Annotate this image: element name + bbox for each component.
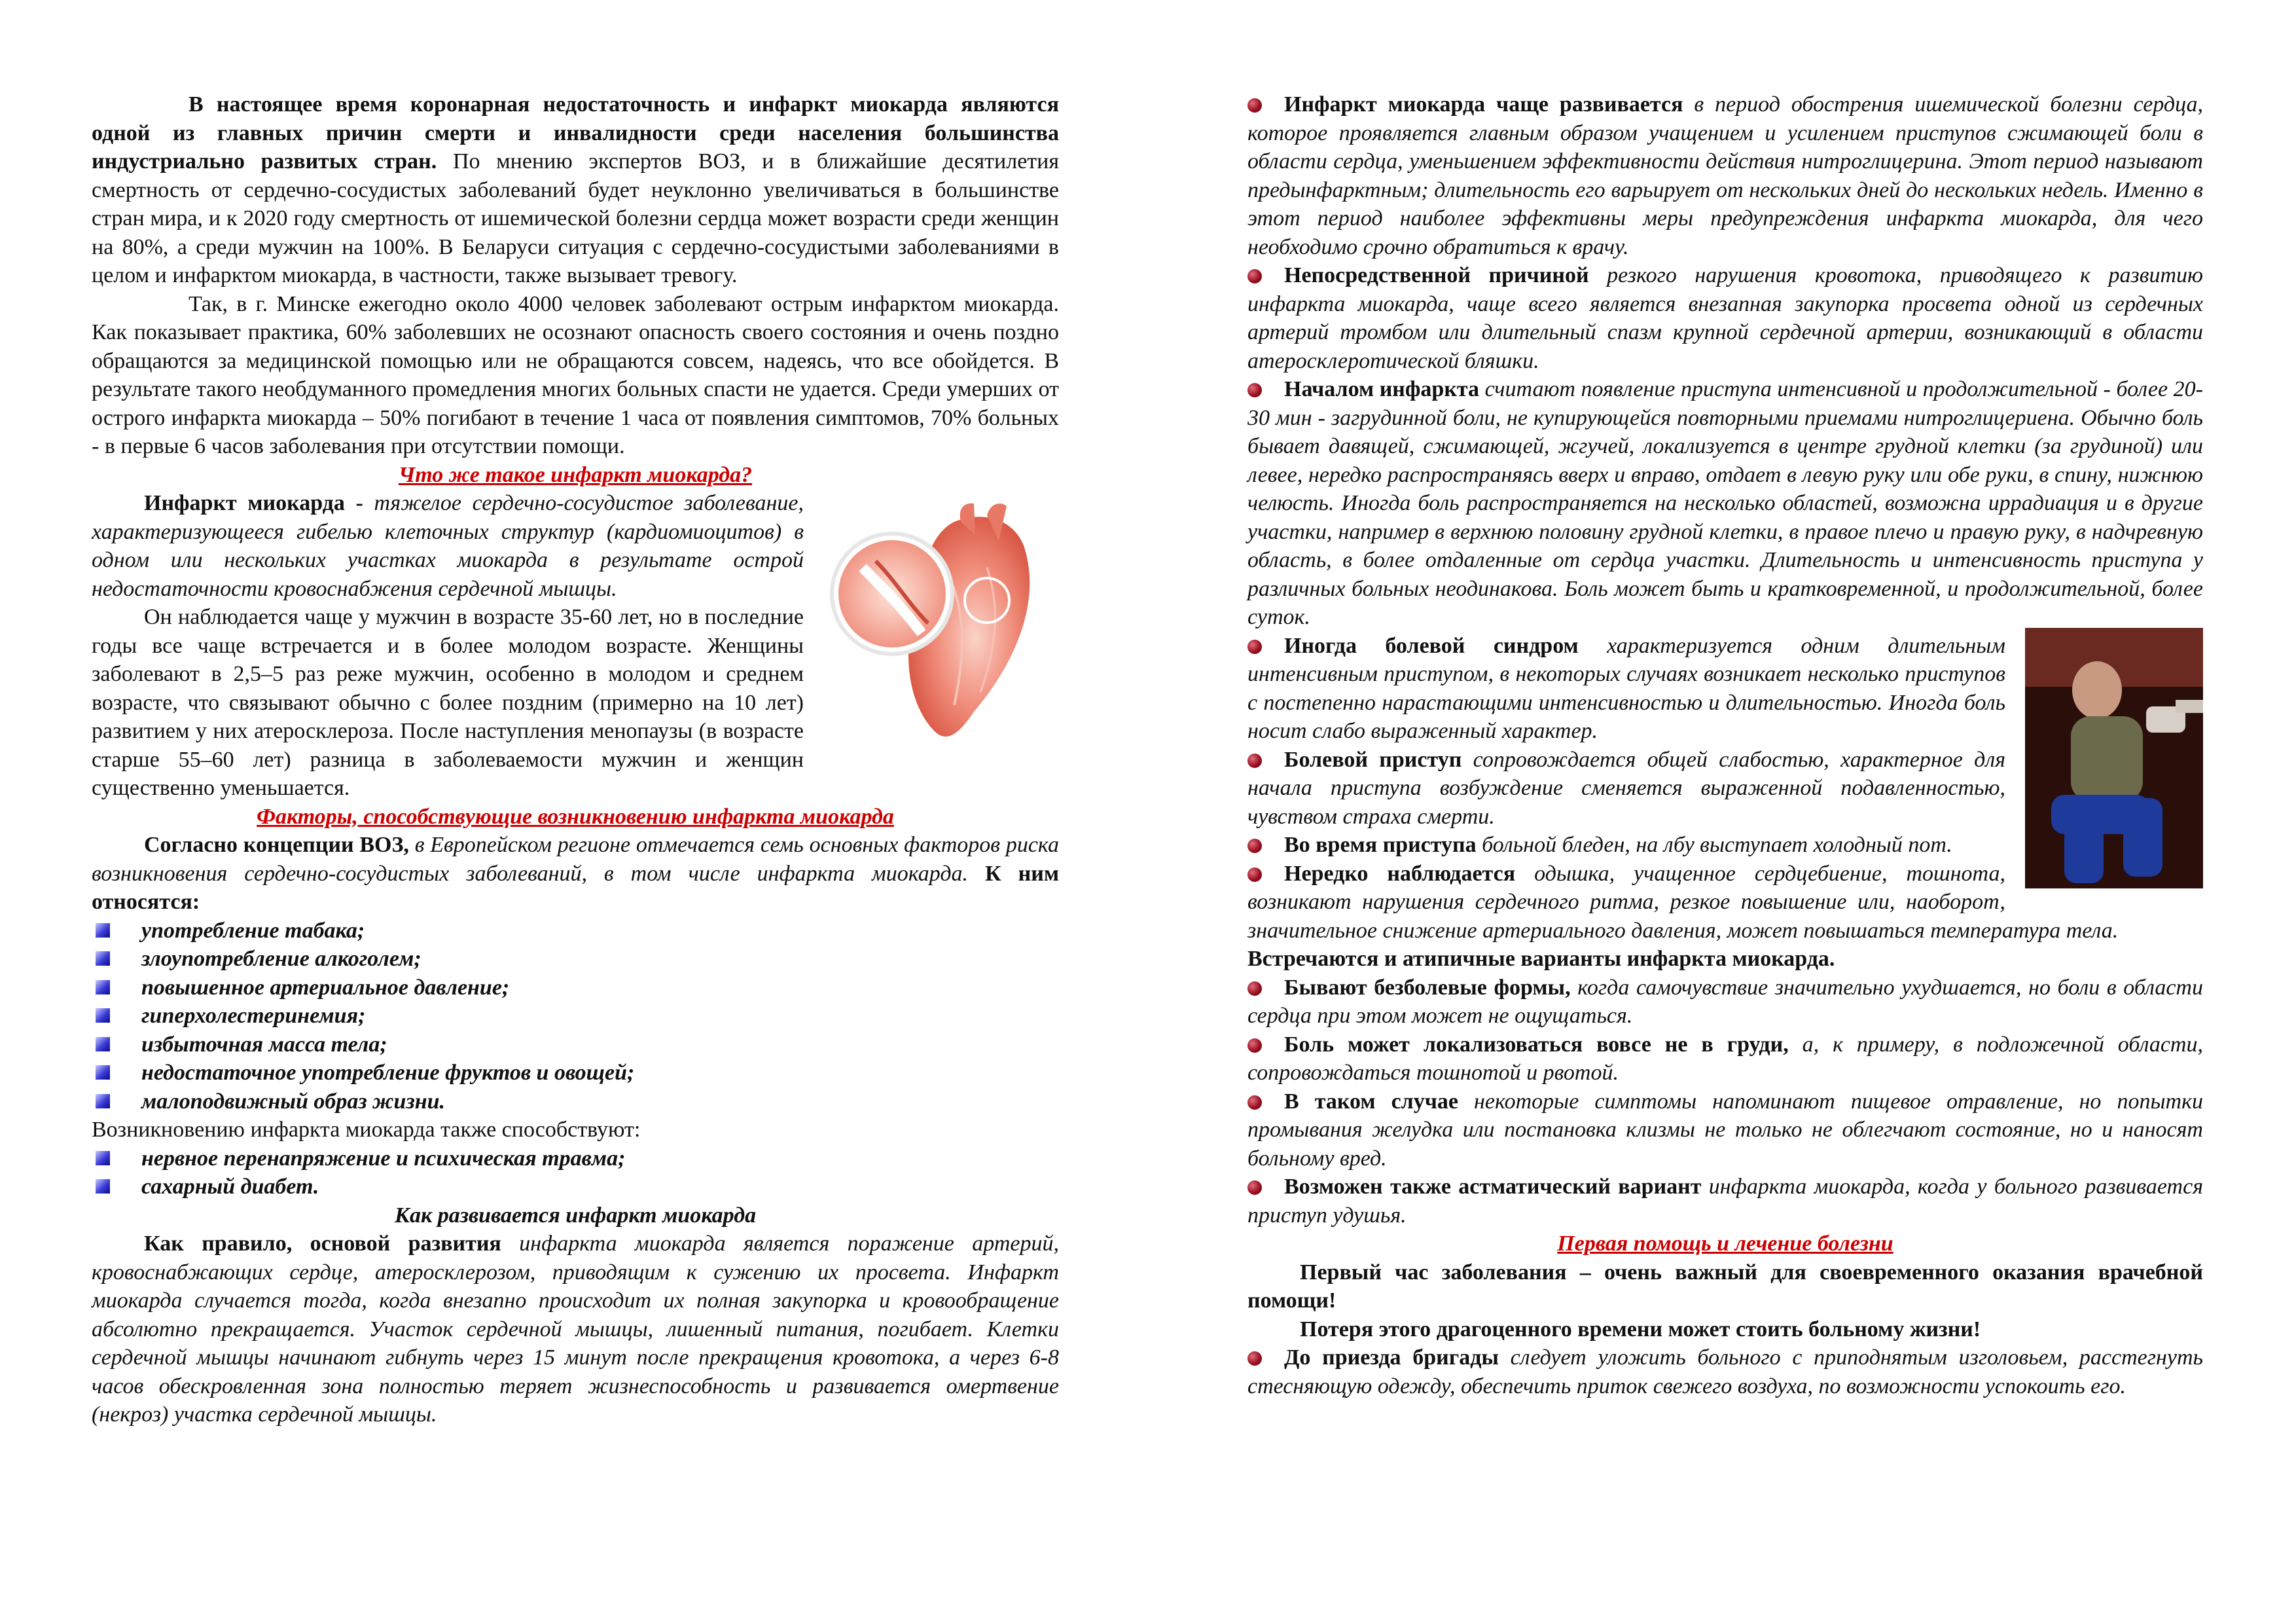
development-bold: Как правило, основой развития [144,1231,501,1256]
risk-factor-text: недостаточное употребление фруктов и овощей; [141,1061,635,1085]
item-bold: Во время приступа [1284,833,1477,857]
list-item [92,1030,1059,1059]
heading-what-is: Что же такое инфаркт миокарда? [398,462,753,487]
item-italic: инфаркта миокарда, когда у больного развивается приступ удушья. [1247,1175,2203,1228]
intro-paragraph-1 [92,90,1059,290]
first-aid-item [1247,1343,2203,1400]
square-bullet-icon [96,1179,110,1194]
item-bold: Болевой приступ [1284,747,1462,772]
square-bullet-icon [96,923,110,938]
round-bullet-icon [1247,640,1262,654]
round-bullet-icon [1247,867,1262,882]
atypical-item [1247,1173,2203,1230]
atypical-item [1247,1030,2203,1087]
round-bullet-icon [1247,383,1262,397]
square-bullet-icon [96,1037,110,1051]
development-paragraph [92,1230,1059,1429]
list-item [92,1173,1059,1201]
square-bullet-icon [96,1094,110,1108]
item-bold: Бывают безболевые формы, [1284,975,1571,1000]
atypical-heading: Встречаются и атипичные варианты инфаркта миокарда. [1247,947,1835,971]
who-end: К ним относятся: [92,861,1059,914]
who-bold: Согласно концепции ВОЗ, [144,833,409,857]
who-italic: в Европейском регионе отмечается семь основных факторов риска возникновения сердечно-сосудистых заболеваний, в том числе инфаркта миокарда. [92,833,1059,886]
item-bold: До приезда бригады [1284,1345,1499,1370]
heading-development: Как развивается инфаркт миокарда [394,1203,757,1228]
list-item [92,945,1059,974]
list-item [92,917,1059,945]
who-paragraph [92,831,1059,917]
item-bold: Иногда болевой синдром [1284,633,1579,658]
atypical-item [1247,1087,2203,1173]
round-bullet-icon [1247,839,1262,853]
round-bullet-icon [1247,754,1262,768]
risk-factor-list [92,917,1059,1116]
round-bullet-icon [1247,1038,1262,1053]
square-bullet-icon [96,980,110,994]
round-bullet-icon [1247,981,1262,996]
list-item [92,1002,1059,1030]
right-column [1247,90,2203,1400]
item-italic: некоторые симптомы напоминают пищевое отравление, но попытки промывания желудка или постановка клизмы не только не облегчают состояние, но и наносят больному вред. [1247,1089,2203,1171]
development-italic: инфаркта миокарда является поражение артерий, кровоснабжающих сердце, атеросклерозом, приводящим к сужению их просвета. Инфаркт миокарда случается тогда, когда внезапно происходит их полная закупорка и кровообращение абсолютно прекращается. Участок сердечной мышцы, лишенный питания, погибает. Клетки сердечной мышцы начинают гибнуть через 15 минут после прекращения кровотока, а через 6-8 часов обескровленная зона полностью теряет жизнеспособность и развивается омертвение (некроз) участка сердечной мышцы. [92,1231,1059,1427]
round-bullet-icon [1247,269,1262,283]
list-item [92,1087,1059,1116]
round-bullet-icon [1247,1180,1262,1195]
risk-factor-text: злоупотребление алкоголем; [141,947,422,971]
item-italic: в период обострения ишемической болезни сердца, которое проявляется главным образом учащением и усилением приступов сжимающей боли в области сердца, уменьшением эффективности действия нитроглицерина. Этот период называют предынфарктным; длительность его варьирует от нескольких дней до нескольких недель. Именно в этот период наиболее эффективны меры предупреждения инфаркта миокарда, для чего необходимо срочно обратиться к врачу. [1247,92,2203,259]
symptom-item [1247,746,2203,831]
heart-illustration [823,496,1059,751]
item-bold: Инфаркт миокарда чаще развивается [1284,92,1683,117]
intro-rest: По мнению экспертов ВОЗ, и в ближайшие десятилетия смертность от сердечно-сосудистых заболеваний будет неуклонно увеличиваться в большинстве стран мира, и к 2020 году смертность от ишемической болезни сердца может возрасти среди женщин на 80%, а среди мужчин на 100%. В Беларуси ситуация с сердечно-сосудистыми заболеваниями в целом и инфарктом миокарда, в частности, также вызывает тревогу. [92,149,1059,287]
item-italic: считают появление приступа интенсивной и продолжительной - более 20-30 мин - загрудинной боли, не купирующейся повторными приемами нитроглицериена. Обычно боль бывает давящей, сжимающей, жгучей, локализуется в центре грудной клетки (за грудиной) или левее, нередко распространяясь вверх и вправо, отдает в левую руку или обе руки, в спину, нижнюю челюсть. Иногда боль распространяется на несколько областей, возможна иррадиация и в другие участки, например в верхнюю половину грудной клетки, в правое плечо и правую руку, в надчревную область, в более отдаленные от сердца участки. Длительность и интенсивность приступа у различных больных неодинакова. Боль может быть и кратковременной, и продолжительной, более суток. [1247,377,2203,629]
heading-first-aid: Первая помощь и лечение болезни [1557,1231,1893,1256]
factor-text: сахарный диабет. [141,1175,319,1199]
loss-time-text: Потеря этого драгоценного времени может стоить больному жизни! [1300,1317,1981,1341]
epidemiology-paragraph: Он наблюдается чаще у мужчин в возрасте 35-60 лет, но в последние годы все чаще встречается и в более молодом возрасте. Женщины заболевают в 2,5–5 раз реже мужчин, особенно в молодом и среднем возрасте, что связывают обычно с более поздним (примерно на 10 лет) развитием у них атеросклероза. После наступления менопаузы (в возрасте старше 55–60 лет) разница в заболеваемости мужчин и женщин существенно уменьшается. [92,605,804,800]
symptom-item [1247,860,2203,945]
round-bullet-icon [1247,1095,1262,1110]
symptom-item [1247,261,2203,375]
intro-bold: В настоящее время коронарная недостаточность и инфаркт миокарда являются одной из главных причин смерти и инвалидности среди населения большинства индустриально развитых стран. [92,92,1059,173]
list-item [92,1059,1059,1087]
symptom-item [1247,831,2203,860]
atypical-item [1247,974,2203,1030]
additional-factor-list [92,1144,1059,1201]
risk-factor-text: избыточная масса тела; [141,1032,387,1057]
first-hour-text: Первый час заболевания – очень важный для своевременного оказания врачебной помощи! [1247,1260,2203,1313]
symptom-item [1247,632,2203,746]
heading-factors: Факторы, способствующие возникновению инфаркта миокарда [257,804,894,829]
item-italic: следует уложить больного с приподнятым изголовьем, расстегнуть стесняющую одежду, обеспечить приток свежего воздуха, по возможности успокоить его. [1247,1345,2203,1398]
item-italic: сопровождается общей слабостью, характерное для начала приступа возбуждение сменяется выраженной подавленностью, чувством страха смерти. [1247,747,2006,829]
item-bold: Возможен также астматический вариант [1284,1175,1702,1199]
square-bullet-icon [96,1008,110,1023]
risk-factor-text: малоподвижный образ жизни. [141,1089,445,1114]
square-bullet-icon [96,951,110,966]
risk-factor-text: повышенное артериальное давление; [141,975,510,1000]
item-italic: характеризуется одним длительным интенсивным приступом, в некоторых случаях возникает несколько приступов с постепенно нарастающими интенсивностью и длительностью. Иногда боль носит слабо выраженный характер. [1247,633,2005,743]
item-italic: а, к примеру, в подложечной области, сопровождаться тошнотой и рвотой. [1247,1032,2203,1085]
item-italic: резкого нарушения кровотока, приводящего к развитию инфаркта миокарда, чаще всего является внезапная закупорка просвета одной из сердечных артерий тромбом или длительный спазм крупной сердечной артерии, возникающий в области атеросклеротической бляшки. [1247,263,2204,373]
round-bullet-icon [1247,98,1262,113]
square-bullet-icon [96,1065,110,1080]
item-italic: больной бледен, на лбу выступает холодный пот. [1476,833,1952,857]
item-bold: Нередко наблюдается [1284,861,1516,886]
list-item [92,974,1059,1002]
symptom-item [1247,90,2203,261]
item-italic: когда самочувствие значительно ухудшается, но боли в области сердца при этом может не ощущаться. [1247,975,2203,1028]
left-column [92,90,1059,1429]
item-bold: В таком случае [1284,1089,1458,1114]
item-bold: Началом инфаркта [1284,377,1480,401]
round-bullet-icon [1247,1351,1262,1366]
definition-text: тяжелое сердечно-сосудистое заболевание, характеризующееся гибелью клеточных структур (кардиомиоцитов) в одном или нескольких участках миокарда в результате острой недостаточности кровоснабжения сердечной мышцы. [92,491,804,601]
also-factors-intro: Возникновению инфаркта миокарда также способствуют: [92,1118,641,1142]
list-item [92,1144,1059,1173]
risk-factor-text: гиперхолестеринемия; [141,1004,366,1028]
symptom-item [1247,375,2203,632]
item-bold: Непосредственной причиной [1284,263,1589,287]
factor-text: нервное перенапряжение и психическая травма; [141,1146,626,1171]
item-bold: Боль может локализоваться вовсе не в груди, [1284,1032,1789,1057]
item-italic: одышка, учащенное сердцебиение, тошнота, возникают нарушения сердечного ритма, резкое повышение или, наоборот, значительное снижение артериального давления, может повышаться температура тела. [1247,861,2119,943]
risk-factor-text: употребление табака; [141,918,365,943]
intro-paragraph-2: Так, в г. Минске ежегодно около 4000 человек заболевают острым инфарктом миокарда. Как показывает практика, 60% заболевших не осознают опасность своего состояния и очень поздно обращаются за медицинской помощью или не обращаются совсем, надеясь, что все обойдется. В результате такого необдуманного промедления многих больных спасти не удается. Среди умерших от острого инфаркта миокарда – 50% погибают в течение 1 часа от появления симптомов, 70% больных - в первые 6 часов заболевания при отсутствии помощи. [92,291,1059,458]
definition-term: Инфаркт миокарда - [144,491,374,515]
square-bullet-icon [96,1151,110,1165]
